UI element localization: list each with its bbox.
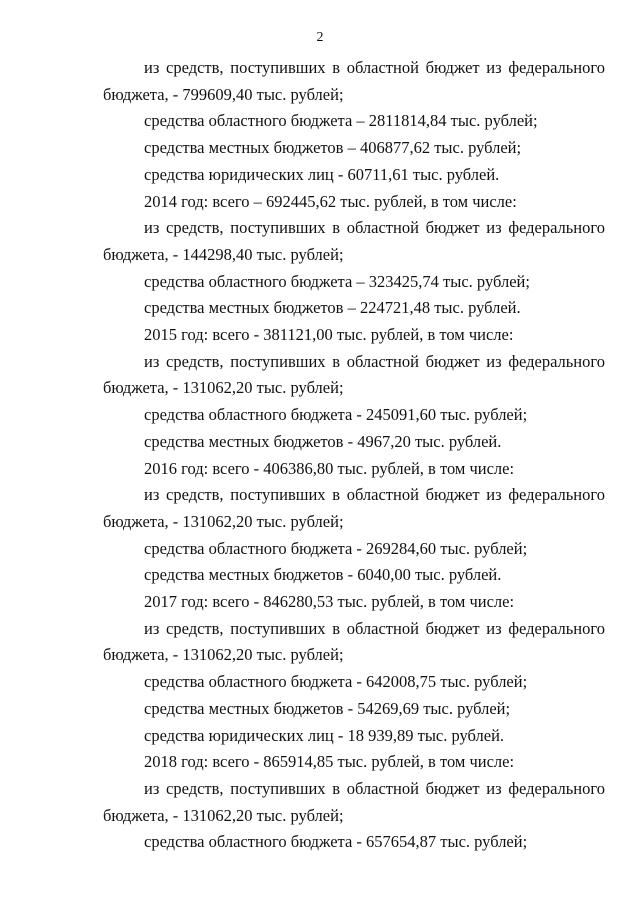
paragraph-line: 2017 год: всего - 846280,53 тыс. рублей, в том числе: [144,592,515,612]
document-body [103,55,605,856]
paragraph-line: средства областного бюджета – 323425,74 тыс. рублей; [144,271,530,291]
paragraph-line: из средств, поступивших в областной бюджет из федерального [144,778,605,798]
paragraph-continuation: бюджета, - 131062,20 тыс. рублей; [103,645,344,665]
paragraph-line: из средств, поступивших в областной бюджет из федерального [144,58,605,77]
paragraph-continuation: бюджета, - 131062,20 тыс. рублей; [103,511,344,531]
paragraph-continuation: бюджета, - 131062,20 тыс. рублей; [103,378,344,398]
paragraph-line: средства местных бюджетов - 54269,69 тыс. рублей; [144,698,511,718]
paragraph-line: средства областного бюджета - 657654,87 тыс. рублей; [144,832,528,852]
paragraph-line: средства областного бюджета - 642008,75 тыс. рублей; [144,672,528,692]
paragraph-line: из средств, поступивших в областной бюджет из федерального [144,218,605,238]
paragraph-line: из средств, поступивших в областной бюджет из федерального [144,485,605,505]
page-number: 2 [316,30,324,45]
paragraph-line: из средств, поступивших в областной бюджет из федерального [144,351,605,371]
paragraph-line: средства местных бюджетов – 224721,48 тыс. рублей. [144,298,521,318]
paragraph-line: 2018 год: всего - 865914,85 тыс. рублей, в том числе: [144,752,515,772]
paragraph-line: средства областного бюджета – 2811814,84 тыс. рублей; [144,111,538,131]
paragraph-line: средства местных бюджетов - 6040,00 тыс. рублей. [144,565,502,585]
paragraph-continuation: бюджета, - 799609,40 тыс. рублей; [103,84,344,104]
paragraph-continuation: бюджета, - 144298,40 тыс. рублей; [103,244,344,264]
paragraph-line: из средств, поступивших в областной бюджет из федерального [144,618,605,638]
paragraph-line: средства областного бюджета - 269284,60 тыс. рублей; [144,538,528,558]
paragraph-line: средства местных бюджетов - 4967,20 тыс. рублей. [144,431,502,451]
paragraph-line: средства юридических лиц - 60711,61 тыс. рублей. [144,164,500,184]
paragraph-line: средства местных бюджетов – 406877,62 тыс. рублей; [144,138,522,158]
paragraph-line: 2014 год: всего – 692445,62 тыс. рублей, в том числе: [144,191,517,211]
paragraph-continuation: бюджета, - 131062,20 тыс. рублей; [103,805,344,825]
paragraph-line: 2016 год: всего - 406386,80 тыс. рублей, в том числе: [144,458,515,478]
paragraph-line: средства областного бюджета - 245091,60 тыс. рублей; [144,405,528,425]
paragraph-line: 2015 год: всего - 381121,00 тыс. рублей, в том числе: [144,325,514,345]
paragraph-line: средства юридических лиц - 18 939,89 тыс. рублей. [144,725,505,745]
